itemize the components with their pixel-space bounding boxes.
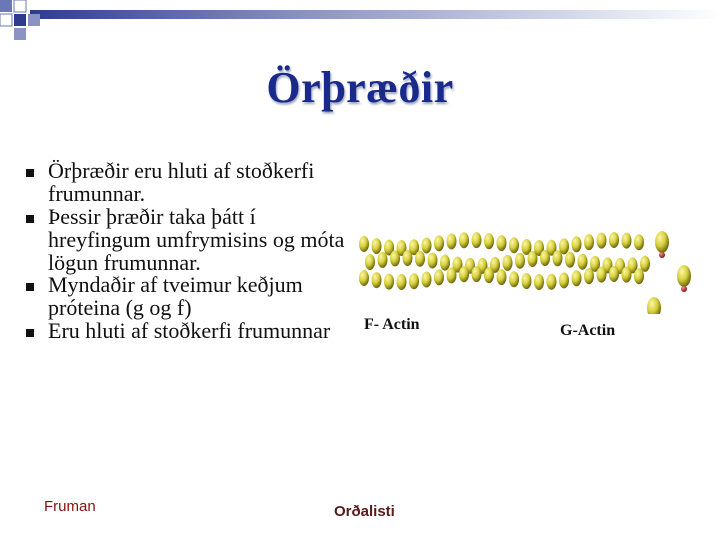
bullet-text: Þessir þræðir taka þátt í hreyfingum umfrymisins og móta lögun frumunnar. bbox=[48, 203, 345, 275]
actin-filament-illustration bbox=[354, 214, 694, 314]
actin-bead bbox=[440, 255, 450, 271]
actin-bead bbox=[459, 232, 469, 248]
actin-bead bbox=[447, 267, 457, 283]
actin-bead bbox=[597, 233, 607, 249]
g-actin-bead bbox=[677, 265, 691, 287]
bullet-item bbox=[26, 160, 346, 206]
actin-bead bbox=[509, 237, 519, 253]
actin-bead bbox=[509, 271, 519, 287]
atp-dot bbox=[681, 286, 687, 292]
actin-bead bbox=[609, 266, 619, 282]
actin-bead bbox=[422, 272, 432, 288]
bullet-text: Myndaðir af tveimur keðjum próteina (g og f) bbox=[48, 272, 303, 321]
actin-bead bbox=[559, 238, 569, 254]
actin-bead bbox=[365, 254, 375, 270]
bullet-square-icon bbox=[26, 169, 34, 177]
actin-bead bbox=[384, 274, 394, 290]
actin-bead bbox=[622, 233, 632, 249]
actin-bead bbox=[472, 266, 482, 282]
actin-bead bbox=[459, 266, 469, 282]
actin-bead bbox=[497, 269, 507, 285]
actin-bead bbox=[584, 268, 594, 284]
actin-bead bbox=[409, 273, 419, 289]
bullet-square-icon bbox=[26, 329, 34, 337]
corner-decoration bbox=[0, 0, 720, 48]
bullet-square-icon bbox=[26, 215, 34, 223]
ordalisti-link[interactable]: Orðalisti bbox=[334, 503, 395, 520]
actin-bead bbox=[415, 251, 425, 267]
actin-bead bbox=[578, 254, 588, 270]
actin-bead bbox=[484, 233, 494, 249]
actin-bead bbox=[484, 267, 494, 283]
actin-bead bbox=[559, 272, 569, 288]
actin-bead bbox=[609, 232, 619, 248]
actin-bead bbox=[359, 236, 369, 252]
fruman-link[interactable]: Fruman bbox=[44, 498, 96, 515]
g-actin-bead bbox=[647, 297, 661, 314]
actin-bead bbox=[534, 274, 544, 290]
actin-bead bbox=[522, 273, 532, 289]
actin-bead bbox=[428, 252, 438, 268]
bullet-item bbox=[26, 203, 346, 275]
actin-bead bbox=[622, 267, 632, 283]
actin-bead bbox=[434, 269, 444, 285]
actin-bead bbox=[472, 232, 482, 248]
bullet-item bbox=[26, 320, 346, 343]
actin-bead bbox=[547, 274, 557, 290]
bullet-list bbox=[26, 160, 346, 343]
bullet-item bbox=[26, 274, 346, 320]
actin-bead bbox=[372, 272, 382, 288]
g-actin-label: G-Actin bbox=[560, 322, 616, 339]
actin-bead bbox=[497, 235, 507, 251]
actin-bead bbox=[572, 236, 582, 252]
f-actin-label: F- Actin bbox=[364, 316, 420, 333]
actin-bead bbox=[397, 274, 407, 290]
actin-bead bbox=[634, 268, 644, 284]
actin-bead bbox=[572, 270, 582, 286]
actin-bead bbox=[359, 270, 369, 286]
g-actin-bead bbox=[655, 231, 669, 253]
atp-dot bbox=[659, 252, 665, 258]
actin-bead bbox=[447, 233, 457, 249]
slide-title: Örþræðir bbox=[266, 63, 454, 112]
bullet-square-icon bbox=[26, 283, 34, 291]
actin-bead bbox=[597, 267, 607, 283]
actin-bead bbox=[565, 252, 575, 268]
actin-bead bbox=[372, 238, 382, 254]
bullet-text: Örþræðir eru hluti af stoðkerfi frumunnar. bbox=[48, 158, 315, 206]
bullet-text: Eru hluti af stoðkerfi frumunnar bbox=[48, 318, 331, 344]
actin-bead bbox=[584, 234, 594, 250]
actin-bead bbox=[422, 238, 432, 254]
actin-bead bbox=[634, 234, 644, 250]
actin-bead bbox=[378, 252, 388, 268]
actin-bead bbox=[503, 255, 513, 271]
actin-bead bbox=[434, 235, 444, 251]
actin-bead bbox=[515, 253, 525, 269]
